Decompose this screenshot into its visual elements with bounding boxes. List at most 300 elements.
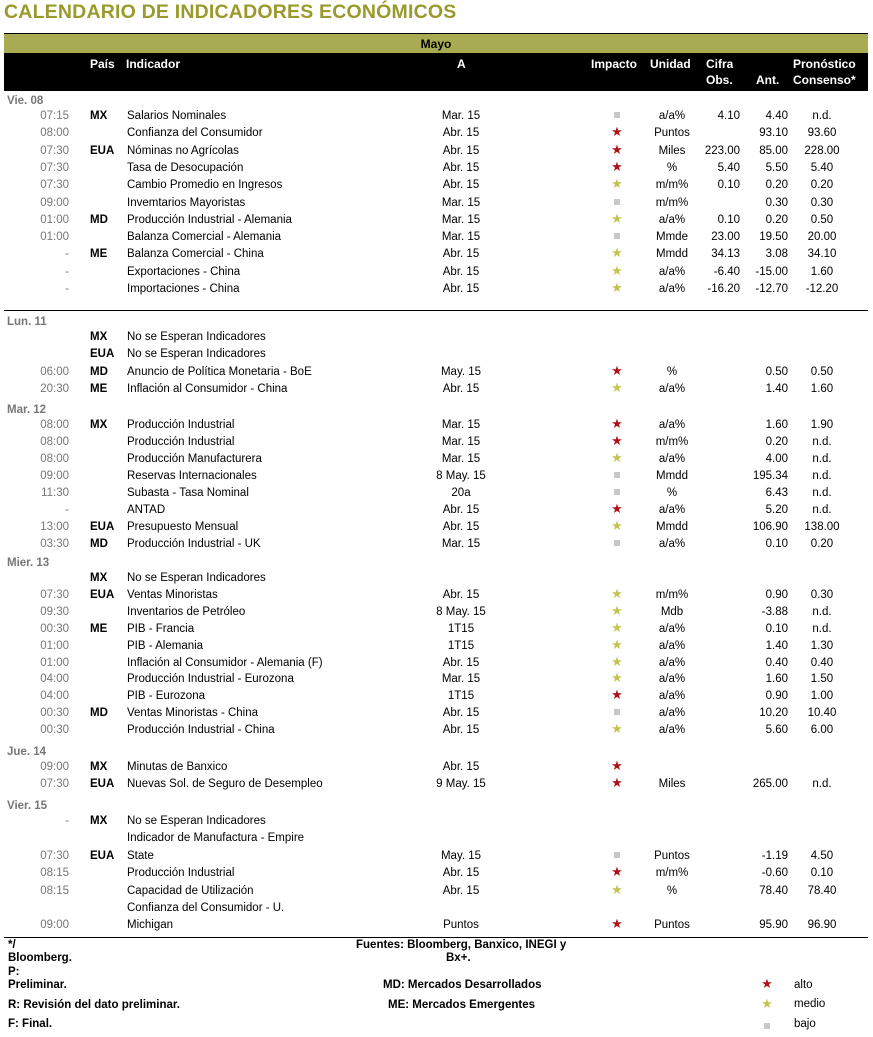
time-cell: 07:15: [40, 110, 69, 122]
indicator-cell: Cambio Promedio en Ingresos: [127, 179, 283, 192]
time-cell: 00:30: [40, 622, 69, 635]
impact-mid-star-icon: ★: [611, 210, 623, 226]
table-row: [0, 655, 873, 672]
ant-cell: 0.50: [765, 365, 788, 378]
indicator-cell: Producción Industrial - China: [127, 724, 275, 737]
table-row: [0, 722, 873, 739]
header-pronostico: Pronóstico: [793, 57, 856, 71]
impact-low-square-icon: [606, 705, 628, 719]
period-cell: 8 May. 15: [436, 605, 486, 618]
table-row: [0, 917, 873, 934]
unit-cell: %: [666, 365, 678, 378]
unit-cell: Puntos: [654, 849, 690, 862]
period-cell: 1T15: [447, 690, 475, 703]
table-row: [0, 417, 873, 434]
impact-mid-star-icon: ★: [611, 518, 623, 533]
period-cell: Abr. 15: [442, 521, 480, 533]
impact-mid-star-icon: ★: [611, 176, 623, 192]
indicator-cell: Presupuesto Mensual: [127, 521, 239, 533]
ant-cell: -3.88: [761, 605, 788, 618]
consenso-cell: 0.50: [810, 365, 834, 378]
footnote-final: F: Final.: [8, 1018, 53, 1030]
indicator-cell: Confianza del Consumidor - U.: [127, 902, 285, 914]
indicator-cell: No se Esperan Indicadores: [127, 331, 266, 343]
legend-high-label: alto: [794, 979, 813, 991]
consenso-cell: 1.60: [810, 382, 834, 395]
ant-cell: 78.40: [759, 884, 788, 897]
ant-cell: 6.43: [765, 487, 788, 499]
indicator-cell: PIB - Alemania: [127, 639, 204, 652]
unit-cell: Puntos: [654, 127, 690, 140]
impact-high-star-icon: ★: [611, 687, 623, 703]
day-label: Vie. 08: [7, 95, 44, 107]
indicator-cell: Nóminas no Agrícolas: [127, 144, 239, 157]
country-cell: MX: [90, 815, 108, 827]
footnote-p: P:: [8, 966, 20, 978]
unit-cell: Miles: [658, 144, 686, 157]
table-row: [0, 848, 873, 865]
table-row: [0, 468, 873, 485]
indicator-cell: Anuncio de Política Monetaria - BoE: [127, 365, 312, 378]
country-cell: EUA: [90, 521, 115, 533]
period-cell: Abr. 15: [442, 707, 480, 720]
month-label: Mayo: [420, 37, 452, 51]
impact-mid-star-icon: ★: [611, 245, 623, 261]
period-cell: Mar. 15: [441, 231, 481, 244]
legend-low-label: bajo: [794, 1018, 816, 1030]
indicator-cell: Producción Industrial: [127, 419, 235, 431]
period-cell: Puntos: [443, 919, 479, 932]
impact-low-square-icon: [606, 108, 628, 122]
unit-cell: a/a%: [658, 283, 686, 295]
ant-cell: 0.90: [765, 690, 788, 703]
ant-cell: 106.90: [752, 521, 788, 533]
consenso-cell: n.d.: [812, 504, 832, 516]
impact-high-star-icon: ★: [611, 501, 623, 516]
unit-cell: Mmdd: [656, 521, 688, 533]
unit-cell: a/a%: [658, 656, 686, 669]
table-row: [0, 346, 873, 363]
table-row: [0, 502, 873, 519]
consenso-cell: 1.90: [810, 419, 834, 431]
consenso-cell: n.d.: [812, 487, 832, 499]
ant-cell: 0.90: [765, 588, 788, 601]
cifra-obs-cell: 0.10: [717, 179, 740, 192]
ant-cell: 0.20: [765, 213, 788, 226]
impact-mid-star-icon: ★: [611, 585, 623, 601]
consenso-cell: 1.30: [810, 639, 834, 652]
impact-low-square-icon: [606, 195, 628, 209]
footnote-star: */: [8, 939, 16, 951]
time-cell: 08:00: [40, 436, 69, 448]
table-row: [0, 570, 873, 587]
impact-high-star-icon: ★: [611, 775, 623, 790]
country-cell: ME: [90, 248, 108, 261]
consenso-cell: n.d.: [812, 470, 832, 482]
time-cell: 06:00: [40, 365, 69, 378]
time-cell: 08:15: [40, 867, 69, 880]
consenso-cell: 5.40: [810, 161, 834, 174]
ant-cell: 0.40: [765, 656, 788, 669]
period-cell: 1T15: [447, 639, 475, 652]
period-cell: May. 15: [440, 365, 482, 378]
impact-low-square-icon: [606, 485, 628, 499]
legend-mid-label: medio: [794, 998, 826, 1010]
period-cell: Abr. 15: [442, 179, 480, 192]
unit-cell: a/a%: [658, 504, 686, 516]
period-cell: Mar. 15: [441, 538, 481, 550]
unit-cell: Mmdd: [656, 248, 688, 261]
country-cell: EUA: [90, 588, 115, 601]
time-cell: 11:30: [41, 487, 69, 499]
time-cell: 20:30: [40, 382, 69, 395]
table-row: [0, 160, 873, 177]
period-cell: Abr. 15: [442, 504, 480, 516]
impact-mid-star-icon: ★: [611, 379, 623, 395]
cifra-obs-cell: 0.10: [717, 213, 740, 226]
ant-cell: 265.00: [752, 778, 788, 790]
table-header: [4, 33, 868, 91]
indicator-cell: Producción Industrial - Eurozona: [127, 673, 294, 686]
time-cell: 08:00: [40, 419, 69, 431]
consenso-cell: 228.00: [804, 144, 840, 157]
consenso-cell: 1.60: [810, 265, 834, 278]
time-cell: 09:00: [40, 196, 69, 209]
indicator-cell: Salarios Nominales: [127, 110, 227, 122]
ant-cell: 5.60: [765, 724, 788, 737]
md-note: MD: Mercados Desarrollados: [383, 979, 542, 991]
indicator-cell: Producción Manufacturera: [127, 453, 262, 465]
header-impacto: Impacto: [591, 57, 638, 71]
header-a: A: [457, 57, 466, 71]
ant-cell: 5.50: [765, 161, 788, 174]
unit-cell: Mmdd: [656, 470, 688, 482]
day-label: Vier. 15: [7, 800, 48, 812]
time-cell: 07:30: [40, 144, 69, 157]
period-cell: Mar. 15: [441, 673, 481, 686]
indicator-cell: Ventas Minoristas: [127, 588, 218, 601]
impact-mid-star-icon: ★: [611, 670, 623, 686]
table-row: [0, 759, 873, 776]
ant-cell: 95.90: [759, 919, 788, 932]
ant-cell: 3.08: [765, 248, 788, 261]
indicator-cell: Producción Industrial - UK: [127, 538, 261, 550]
cifra-obs-cell: 223.00: [704, 144, 740, 157]
table-row: [0, 830, 873, 847]
ant-cell: -0.60: [761, 867, 788, 880]
country-cell: MX: [90, 572, 108, 584]
consenso-cell: 6.00: [810, 724, 834, 737]
time-cell: 07:30: [40, 161, 69, 174]
consenso-cell: n.d.: [812, 622, 832, 635]
table-row: [0, 519, 873, 536]
time-cell: 08:00: [40, 127, 69, 140]
indicator-cell: Reservas Internacionales: [127, 470, 257, 482]
period-cell: Abr. 15: [442, 161, 480, 174]
impact-mid-star-icon: ★: [611, 262, 623, 278]
period-cell: Mar. 15: [441, 213, 481, 226]
sources-line-1: Fuentes: Bloomberg, Banxico, INEGI y: [356, 939, 567, 951]
period-cell: Abr. 15: [442, 382, 480, 395]
period-cell: Abr. 15: [442, 761, 480, 773]
time-cell: 07:30: [40, 849, 69, 862]
table-row: [0, 381, 873, 398]
impact-low-square-icon: [606, 229, 628, 243]
country-cell: MX: [90, 761, 108, 773]
consenso-cell: n.d.: [812, 453, 832, 465]
impact-low-square-icon: [606, 468, 628, 482]
period-cell: Abr. 15: [442, 588, 480, 601]
ant-cell: 93.10: [759, 127, 788, 140]
country-cell: EUA: [90, 849, 115, 862]
consenso-cell: 78.40: [807, 884, 837, 897]
impact-high-star-icon: ★: [611, 362, 623, 378]
unit-cell: a/a%: [658, 690, 686, 703]
unit-cell: a/a%: [658, 639, 686, 652]
ant-cell: 4.40: [765, 110, 788, 122]
period-cell: Mar. 15: [441, 419, 481, 431]
ant-cell: 0.10: [765, 622, 788, 635]
cifra-obs-cell: 5.40: [717, 161, 740, 174]
indicator-cell: Indicador de Manufactura - Empire: [127, 832, 305, 845]
indicator-cell: Exportaciones - China: [127, 265, 241, 278]
cifra-obs-cell: 34.13: [711, 248, 740, 261]
indicator-cell: Tasa de Desocupación: [127, 161, 244, 174]
consenso-cell: 4.50: [810, 849, 834, 862]
sources-line-2: Bx+.: [446, 952, 471, 964]
ant-cell: 19.50: [759, 231, 788, 244]
impact-mid-star-icon: ★: [611, 280, 623, 295]
indicator-cell: Subasta - Tasa Nominal: [127, 487, 249, 499]
indicator-cell: Inflación al Consumidor - China: [127, 382, 288, 395]
impact-mid-star-icon: ★: [611, 602, 623, 618]
indicator-cell: Balanza Comercial - China: [127, 248, 264, 261]
cifra-obs-cell: -6.40: [713, 265, 740, 278]
period-cell: 1T15: [447, 622, 475, 635]
consenso-cell: 93.60: [807, 127, 837, 140]
ant-cell: 0.30: [765, 196, 788, 209]
ant-cell: 195.34: [752, 470, 788, 482]
time-cell: -: [65, 248, 69, 261]
consenso-cell: 1.00: [810, 690, 834, 703]
indicator-cell: Minutas de Banxico: [127, 761, 228, 773]
time-cell: 04:00: [40, 673, 69, 686]
period-cell: Mar. 15: [441, 453, 481, 465]
unit-cell: m/m%: [655, 588, 689, 601]
impact-high-star-icon: ★: [611, 864, 623, 880]
legend-mid-star-icon: ★: [761, 996, 773, 1011]
consenso-cell: 0.50: [810, 213, 834, 226]
time-cell: 01:00: [40, 213, 69, 226]
table-row: [0, 705, 873, 722]
impact-high-star-icon: ★: [611, 758, 623, 773]
cifra-obs-cell: 4.10: [717, 110, 740, 122]
time-cell: 13:00: [40, 521, 69, 533]
time-cell: 07:30: [40, 778, 69, 790]
day-label: Mar. 12: [7, 404, 46, 416]
day-label: Mier. 13: [7, 557, 50, 569]
period-cell: 8 May. 15: [436, 470, 486, 482]
time-cell: -: [65, 504, 69, 516]
consenso-cell: -12.20: [805, 283, 839, 295]
indicator-cell: Nuevas Sol. de Seguro de Desempleo: [127, 778, 323, 790]
country-cell: MX: [90, 110, 108, 122]
table-row: [0, 143, 873, 160]
indicator-cell: Importaciones - China: [127, 283, 240, 295]
ant-cell: 0.20: [765, 436, 788, 448]
unit-cell: Puntos: [654, 919, 690, 932]
indicator-cell: State: [127, 849, 154, 862]
period-cell: Mar. 15: [441, 110, 481, 122]
day-label: Lun. 11: [7, 316, 47, 328]
unit-cell: a/a%: [658, 110, 686, 122]
consenso-cell: n.d.: [812, 436, 832, 448]
ant-cell: 85.00: [759, 144, 788, 157]
legend-high-star-icon: ★: [761, 976, 773, 991]
impact-mid-star-icon: ★: [611, 619, 623, 635]
ant-cell: 1.40: [765, 639, 788, 652]
time-cell: 04:00: [40, 690, 69, 703]
table-row: [0, 671, 873, 688]
indicator-cell: Producción Industrial: [127, 436, 235, 448]
impact-high-star-icon: ★: [611, 433, 623, 448]
time-cell: -: [65, 283, 69, 295]
time-cell: 01:00: [40, 231, 69, 244]
table-row: [0, 604, 873, 621]
period-cell: Abr. 15: [442, 884, 480, 897]
time-cell: -: [65, 815, 69, 827]
period-cell: Abr. 15: [442, 724, 480, 737]
indicator-cell: Balanza Comercial - Alemania: [127, 231, 282, 244]
table-row: [0, 264, 873, 281]
impact-low-square-icon: [606, 848, 628, 862]
consenso-cell: 0.30: [810, 196, 834, 209]
period-cell: Abr. 15: [442, 656, 480, 669]
period-cell: Abr. 15: [442, 283, 480, 295]
header-unidad: Unidad: [650, 57, 691, 71]
unit-cell: Mmde: [656, 231, 688, 244]
country-cell: MX: [90, 419, 108, 431]
table-row: [0, 177, 873, 194]
impact-mid-star-icon: ★: [611, 653, 623, 669]
country-cell: ME: [90, 382, 108, 395]
footnote-bloomberg: Bloomberg.: [8, 952, 72, 964]
table-row: [0, 883, 873, 900]
period-cell: 20a: [451, 487, 471, 499]
unit-cell: %: [666, 487, 678, 499]
unit-cell: a/a%: [658, 453, 686, 465]
page-title: CALENDARIO DE INDICADORES ECONÓMICOS: [4, 1, 457, 23]
impact-high-star-icon: ★: [611, 141, 623, 157]
consenso-cell: n.d.: [812, 778, 832, 790]
indicator-cell: Inflación al Consumidor - Alemania (F): [127, 656, 323, 669]
unit-cell: %: [666, 161, 678, 174]
impact-high-star-icon: ★: [611, 916, 623, 932]
unit-cell: a/a%: [658, 707, 686, 720]
header-indicador: Indicador: [126, 57, 181, 71]
unit-cell: a/a%: [658, 622, 686, 635]
consenso-cell: n.d.: [812, 110, 832, 122]
ant-cell: -15.00: [755, 265, 788, 278]
ant-cell: -1.19: [761, 849, 788, 862]
consenso-cell: 20.00: [807, 231, 837, 244]
consenso-cell: 0.20: [810, 179, 834, 192]
country-cell: MD: [90, 707, 108, 720]
consenso-cell: n.d.: [812, 605, 832, 618]
time-cell: -: [65, 265, 69, 278]
consenso-cell: 0.20: [810, 538, 834, 550]
unit-cell: %: [666, 884, 678, 897]
country-cell: MD: [90, 365, 108, 378]
country-cell: MX: [90, 331, 108, 343]
unit-cell: m/m%: [655, 179, 689, 192]
indicator-cell: Inventarios de Petróleo: [127, 605, 246, 618]
table-row: [0, 329, 873, 346]
unit-cell: m/m%: [655, 436, 689, 448]
country-cell: ME: [90, 622, 108, 635]
indicator-cell: Producción Industrial: [127, 867, 235, 880]
footnote-preliminar: Preliminar.: [8, 979, 67, 991]
unit-cell: a/a%: [658, 382, 686, 395]
table-row: [0, 229, 873, 246]
unit-cell: a/a%: [658, 213, 686, 226]
time-cell: 07:30: [40, 588, 69, 601]
impact-high-star-icon: ★: [611, 124, 623, 140]
indicator-cell: PIB - Francia: [127, 622, 195, 635]
indicator-cell: No se Esperan Indicadores: [127, 572, 266, 584]
consenso-cell: 34.10: [807, 248, 837, 261]
ant-cell: 0.20: [765, 179, 788, 192]
unit-cell: a/a%: [658, 265, 686, 278]
consenso-cell: 1.50: [810, 673, 834, 686]
consenso-cell: 96.90: [807, 919, 837, 932]
country-cell: EUA: [90, 144, 115, 157]
header-obs: Obs.: [706, 73, 733, 87]
period-cell: 9 May. 15: [436, 778, 486, 790]
period-cell: Abr. 15: [442, 248, 480, 261]
table-row: [0, 281, 873, 298]
ant-cell: -12.70: [755, 283, 788, 295]
header-cifra: Cifra: [706, 57, 734, 71]
section-divider: [4, 310, 868, 311]
indicator-cell: ANTAD: [127, 504, 166, 516]
table-row: [0, 451, 873, 468]
country-cell: EUA: [90, 778, 115, 790]
consenso-cell: 10.40: [807, 707, 837, 720]
period-cell: Abr. 15: [442, 265, 480, 278]
period-cell: Abr. 15: [442, 867, 480, 880]
ant-cell: 10.20: [759, 707, 788, 720]
table-row: [0, 536, 873, 553]
unit-cell: a/a%: [658, 724, 686, 737]
table-row: [0, 638, 873, 655]
ant-cell: 5.20: [765, 504, 788, 516]
period-cell: Abr. 15: [442, 127, 480, 140]
table-row: [0, 434, 873, 451]
footer-divider: [4, 937, 868, 938]
header-consenso: Consenso*: [793, 73, 856, 87]
indicator-cell: Capacidad de Utilización: [127, 884, 254, 897]
time-cell: 01:00: [40, 639, 69, 652]
table-row: [0, 195, 873, 212]
table-row: [0, 865, 873, 882]
time-cell: 00:30: [40, 724, 69, 737]
indicator-cell: No se Esperan Indicadores: [127, 815, 266, 827]
impact-high-star-icon: ★: [611, 158, 623, 174]
table-row: [0, 688, 873, 705]
table-row: [0, 900, 873, 917]
impact-high-star-icon: ★: [611, 416, 623, 431]
